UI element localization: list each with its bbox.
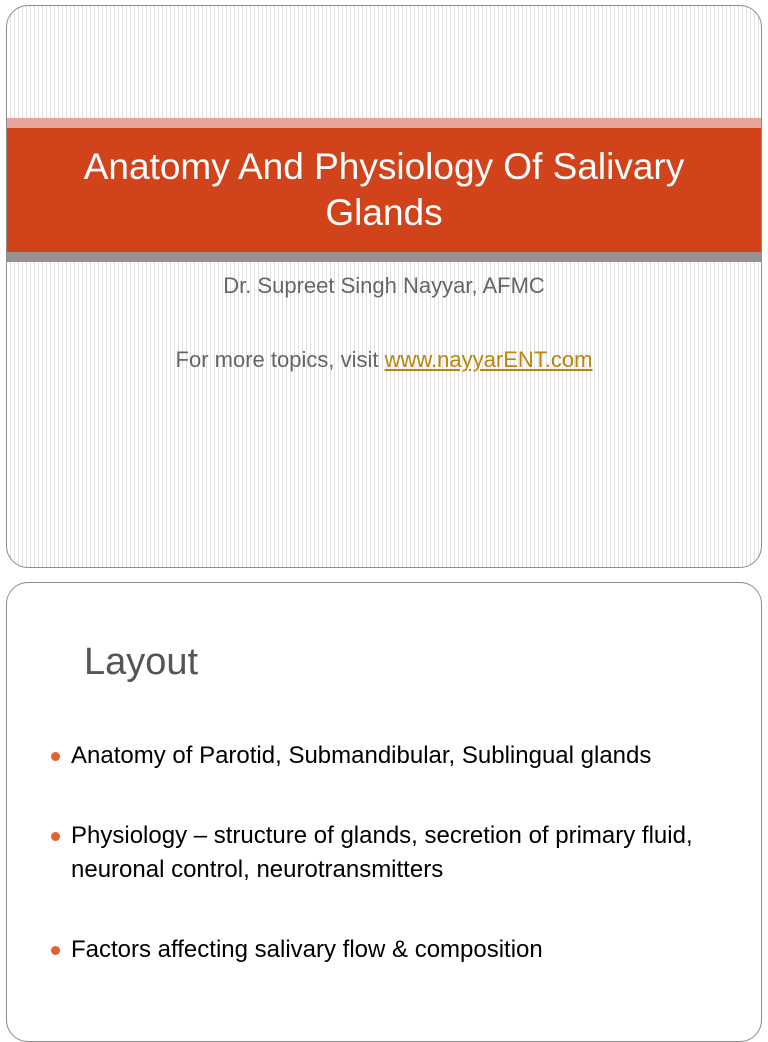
bullet-text: Factors affecting salivary flow & composition [71,936,543,963]
bullet-text: Anatomy of Parotid, Submandibular, Sublingual glands [71,742,652,769]
bullet-text: Physiology – structure of glands, secretion of primary fluid, neuronal control, neurotransmitters [71,822,693,883]
list-item [49,819,729,887]
layout-slide [6,582,762,1042]
visit-prefix: For more topics, visit [175,347,385,372]
bullet-dot-icon [51,946,60,955]
list-item [49,739,729,773]
bullet-dot-icon [51,832,60,841]
slide-title: Anatomy And Physiology Of Salivary Glands [83,146,685,233]
bullet-list [49,739,729,1013]
website-link[interactable]: www.nayyarENT.com [384,347,593,372]
title-band [7,128,761,252]
title-band-accent-top [7,118,761,128]
layout-heading: Layout [84,641,199,683]
title-slide [6,5,762,568]
list-item [49,933,729,967]
visit-line [7,347,761,373]
title-band-accent-bottom [7,252,761,262]
bullet-dot-icon [51,752,60,761]
author-line: Dr. Supreet Singh Nayyar, AFMC [223,273,545,298]
